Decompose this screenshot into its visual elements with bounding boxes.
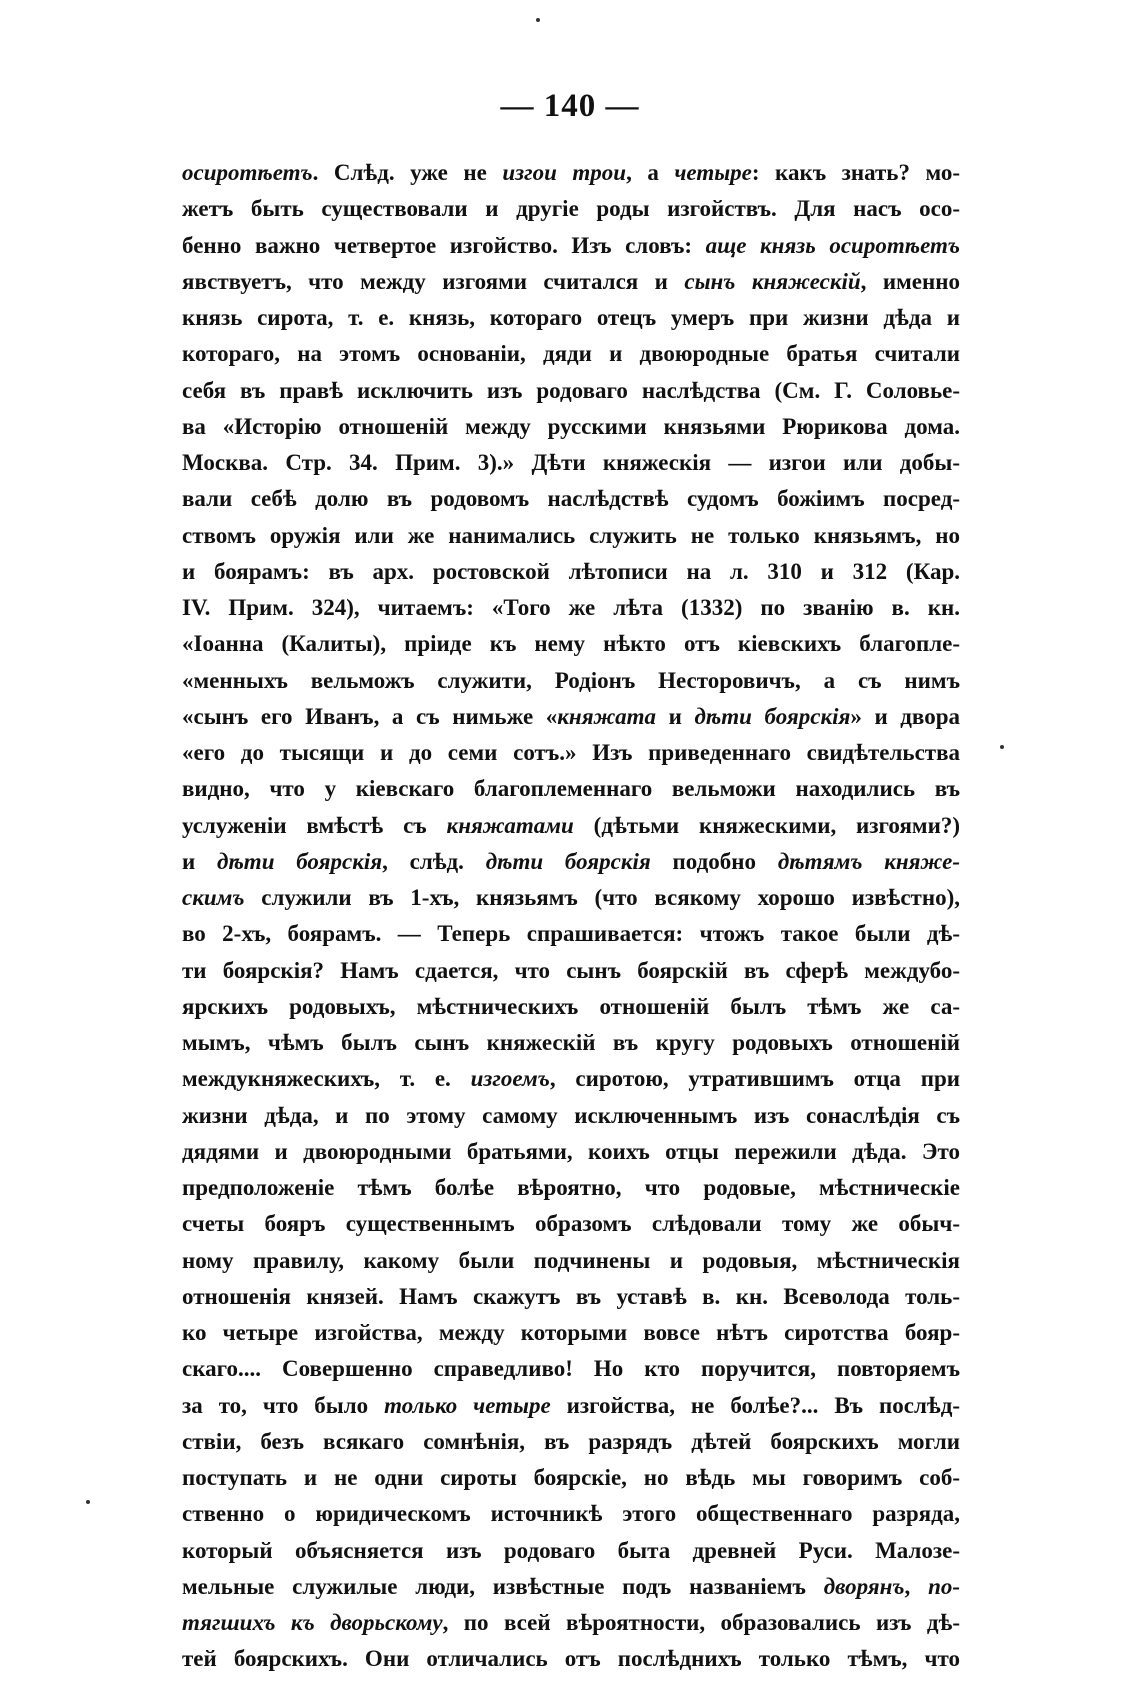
text-run: князь сирота, т. е. князь, котораго отецъ умеръ при жизни дѣда и bbox=[182, 305, 960, 330]
text-line bbox=[182, 518, 960, 554]
text-line bbox=[182, 300, 960, 336]
text-run: который объясняется изъ родоваго быта древней Руси. Малозе- bbox=[182, 1537, 960, 1563]
text-run: . Слѣд. уже не bbox=[312, 160, 503, 185]
text-run: предположеніе тѣмъ болѣе вѣроятно, что родовые, мѣстническіе bbox=[182, 1175, 960, 1200]
text-run: » и двора bbox=[850, 703, 960, 729]
margin-speck bbox=[536, 18, 540, 22]
text-run: «Іоанна (Калиты), пріиде къ нему нѣкто отъ кіевскихъ благопле- bbox=[182, 631, 960, 657]
text-run: жизни дѣда, и по этому самому исключеннымъ изъ сонаслѣдія съ bbox=[182, 1102, 960, 1128]
italic-run: княжата bbox=[557, 703, 657, 729]
text-line bbox=[182, 1424, 960, 1460]
text-line bbox=[182, 735, 960, 771]
text-run: ствомъ оружія или же нанимались служить не только князьямъ, но bbox=[182, 522, 960, 548]
text-run: себя въ правѣ исключить изъ родоваго наслѣдства (См. Г. Соловье- bbox=[182, 377, 960, 403]
text-line bbox=[182, 554, 960, 590]
text-line bbox=[182, 1206, 960, 1242]
text-line bbox=[182, 1243, 960, 1279]
text-run: ко четыре изгойства, между которыми вовсе нѣтъ сиротства бояр- bbox=[182, 1320, 960, 1345]
italic-run: осиротѣетъ bbox=[182, 160, 313, 185]
text-line bbox=[182, 228, 960, 264]
text-run: поступать и не одни сироты боярскіе, но вѣдь мы говоримъ соб- bbox=[182, 1465, 960, 1490]
text-line bbox=[182, 155, 960, 191]
text-line bbox=[182, 699, 960, 735]
page-number: — 140 — bbox=[500, 88, 640, 124]
text-line bbox=[182, 481, 960, 517]
text-line bbox=[182, 1279, 960, 1315]
italic-run: только четыре bbox=[384, 1392, 551, 1418]
text-run: ному правилу, какому были подчинены и родовыя, мѣстническія bbox=[182, 1247, 960, 1273]
text-run: «его до тысящи и до семи сотъ.» Изъ приведеннаго свидѣтельства bbox=[182, 740, 960, 765]
text-line bbox=[182, 1098, 960, 1134]
text-run: ярскихъ родовыхъ, мѣстническихъ отношеній былъ тѣмъ же са- bbox=[182, 993, 960, 1019]
italic-run: по- bbox=[928, 1573, 960, 1599]
text-run: мымъ, чѣмъ былъ сынъ княжескій въ кругу родовыхъ отношеній bbox=[182, 1030, 960, 1055]
text-line bbox=[182, 880, 960, 916]
text-line bbox=[182, 808, 960, 844]
text-run: вали себѣ долю въ родовомъ наслѣдствѣ судомъ божіимъ посред- bbox=[182, 486, 960, 512]
italic-run: дѣти боярскія bbox=[694, 703, 851, 729]
text-line bbox=[182, 1025, 960, 1061]
text-run: за то, что было bbox=[182, 1392, 385, 1418]
text-line bbox=[182, 953, 960, 989]
text-run: дядями и двоюродными братьями, коихъ отцы пережили дѣда. Это bbox=[182, 1138, 960, 1164]
text-run: , слѣд. bbox=[382, 848, 486, 874]
text-line bbox=[182, 1460, 960, 1496]
text-run: счеты бояръ существеннымъ образомъ слѣдовали тому же обыч- bbox=[182, 1211, 960, 1237]
text-line bbox=[182, 1569, 960, 1605]
italic-run: дѣтямъ княже- bbox=[777, 848, 960, 874]
text-line bbox=[182, 771, 960, 807]
italic-run: дѣти боярскія bbox=[217, 848, 383, 874]
text-line bbox=[182, 409, 960, 445]
margin-speck bbox=[86, 1500, 90, 1504]
text-run: ствіи, безъ всякаго сомнѣнія, въ разрядъ дѣтей боярскихъ могли bbox=[182, 1428, 960, 1454]
text-run: тей боярскихъ. Они отличались отъ послѣднихъ только тѣмъ, что bbox=[182, 1646, 960, 1672]
text-line bbox=[182, 1351, 960, 1387]
italic-run: скимъ bbox=[182, 885, 245, 910]
margin-speck bbox=[1000, 745, 1004, 749]
italic-run: княжатами bbox=[446, 812, 574, 838]
italic-run: дѣти боярскія bbox=[485, 848, 651, 874]
text-line bbox=[182, 1388, 960, 1424]
text-line bbox=[182, 336, 960, 372]
text-run: скаго.... Совершенно справедливо! Но кто поручится, повторяемъ bbox=[182, 1356, 960, 1382]
text-run: , bbox=[904, 1573, 929, 1599]
text-line bbox=[182, 1641, 960, 1677]
text-run: , именно bbox=[860, 268, 960, 294]
text-line bbox=[182, 1170, 960, 1206]
text-run: явствуетъ, что между изгоями считался и bbox=[182, 268, 685, 294]
text-line bbox=[182, 1533, 960, 1569]
italic-run: дворянъ bbox=[823, 1573, 905, 1599]
text-run: Москва. Стр. 34. Прим. 3).» Дѣти княжескія — изгои или добы- bbox=[182, 450, 960, 475]
text-run: , а bbox=[626, 160, 675, 185]
text-run: (дѣтьми княжескими, изгоями?) bbox=[573, 812, 960, 838]
text-line bbox=[182, 1315, 960, 1351]
italic-run: четыре bbox=[674, 160, 752, 185]
text-line bbox=[182, 663, 960, 699]
text-run: : какъ знать? мо- bbox=[751, 160, 960, 185]
text-line bbox=[182, 1605, 960, 1641]
text-line bbox=[182, 1061, 960, 1097]
text-run: и bbox=[656, 703, 695, 729]
text-run: ва «Исторію отношеній между русскими князьями Рюрикова дома. bbox=[182, 413, 960, 439]
text-run: служили въ 1-хъ, князьямъ (что всякому хорошо извѣстно), bbox=[244, 885, 960, 910]
text-run: междукняжескихъ, т. е. bbox=[182, 1066, 471, 1092]
text-line bbox=[182, 445, 960, 481]
text-line bbox=[182, 264, 960, 300]
text-run: отношенія князей. Намъ скажутъ въ уставѣ в. кн. Всеволода толь- bbox=[182, 1283, 960, 1309]
text-run: ти боярскія? Намъ сдается, что сынъ боярскій въ сферѣ междубо- bbox=[182, 957, 960, 983]
text-line bbox=[182, 191, 960, 227]
text-run: IV. Прим. 324), читаемъ: «Того же лѣта (1332) по званію в. кн. bbox=[182, 595, 960, 620]
text-run: подобно bbox=[650, 848, 778, 874]
italic-run: тягшихъ къ дворьскому bbox=[182, 1610, 443, 1635]
text-run: во 2-хъ, боярамъ. — Теперь спрашивается: чтожъ такое были дѣ- bbox=[182, 921, 960, 947]
text-run: и bbox=[182, 848, 218, 874]
text-run: , по всей вѣроятности, образовались изъ дѣ- bbox=[442, 1610, 960, 1635]
text-run: «менныхъ вельможъ служити, Родіонъ Несторовичъ, а съ нимъ bbox=[182, 667, 960, 693]
text-run: видно, что у кіевскаго благоплеменнаго вельможи находились въ bbox=[182, 776, 960, 802]
text-line bbox=[182, 1496, 960, 1532]
text-run: мельные служилые люди, извѣстные подъ названіемъ bbox=[182, 1573, 824, 1599]
text-run: и боярамъ: въ арх. ростовской лѣтописи на л. 310 и 312 (Кар. bbox=[182, 558, 960, 584]
text-run: жетъ быть существовали и другіе роды изгойствъ. Для насъ осо- bbox=[182, 196, 960, 222]
text-run: услуженіи вмѣстѣ съ bbox=[182, 812, 447, 838]
text-line bbox=[182, 989, 960, 1025]
text-run: ственно о юридическомъ источникѣ этого общественнаго разряда, bbox=[182, 1501, 960, 1527]
text-line bbox=[182, 590, 960, 626]
body-text bbox=[182, 155, 960, 1678]
italic-run: изгоемъ bbox=[470, 1066, 550, 1092]
text-line bbox=[182, 844, 960, 880]
text-run: котораго, на этомъ основаніи, дяди и двоюродные братья считали bbox=[182, 341, 960, 367]
italic-run: сынъ княжескій bbox=[684, 268, 861, 294]
italic-run: изгои трои bbox=[502, 160, 627, 185]
text-run: «сынъ его Иванъ, а съ нимьже « bbox=[182, 703, 558, 729]
text-line bbox=[182, 373, 960, 409]
text-run: , сиротою, утратившимъ отца при bbox=[549, 1066, 960, 1092]
text-line bbox=[182, 626, 960, 662]
text-run: бенно важно четвертое изгойство. Изъ словъ: bbox=[182, 232, 706, 258]
italic-run: аще князь осиротѣетъ bbox=[705, 232, 960, 258]
text-run: изгойства, не болѣе?... Въ послѣд- bbox=[550, 1392, 960, 1418]
text-line bbox=[182, 1134, 960, 1170]
text-line bbox=[182, 916, 960, 952]
